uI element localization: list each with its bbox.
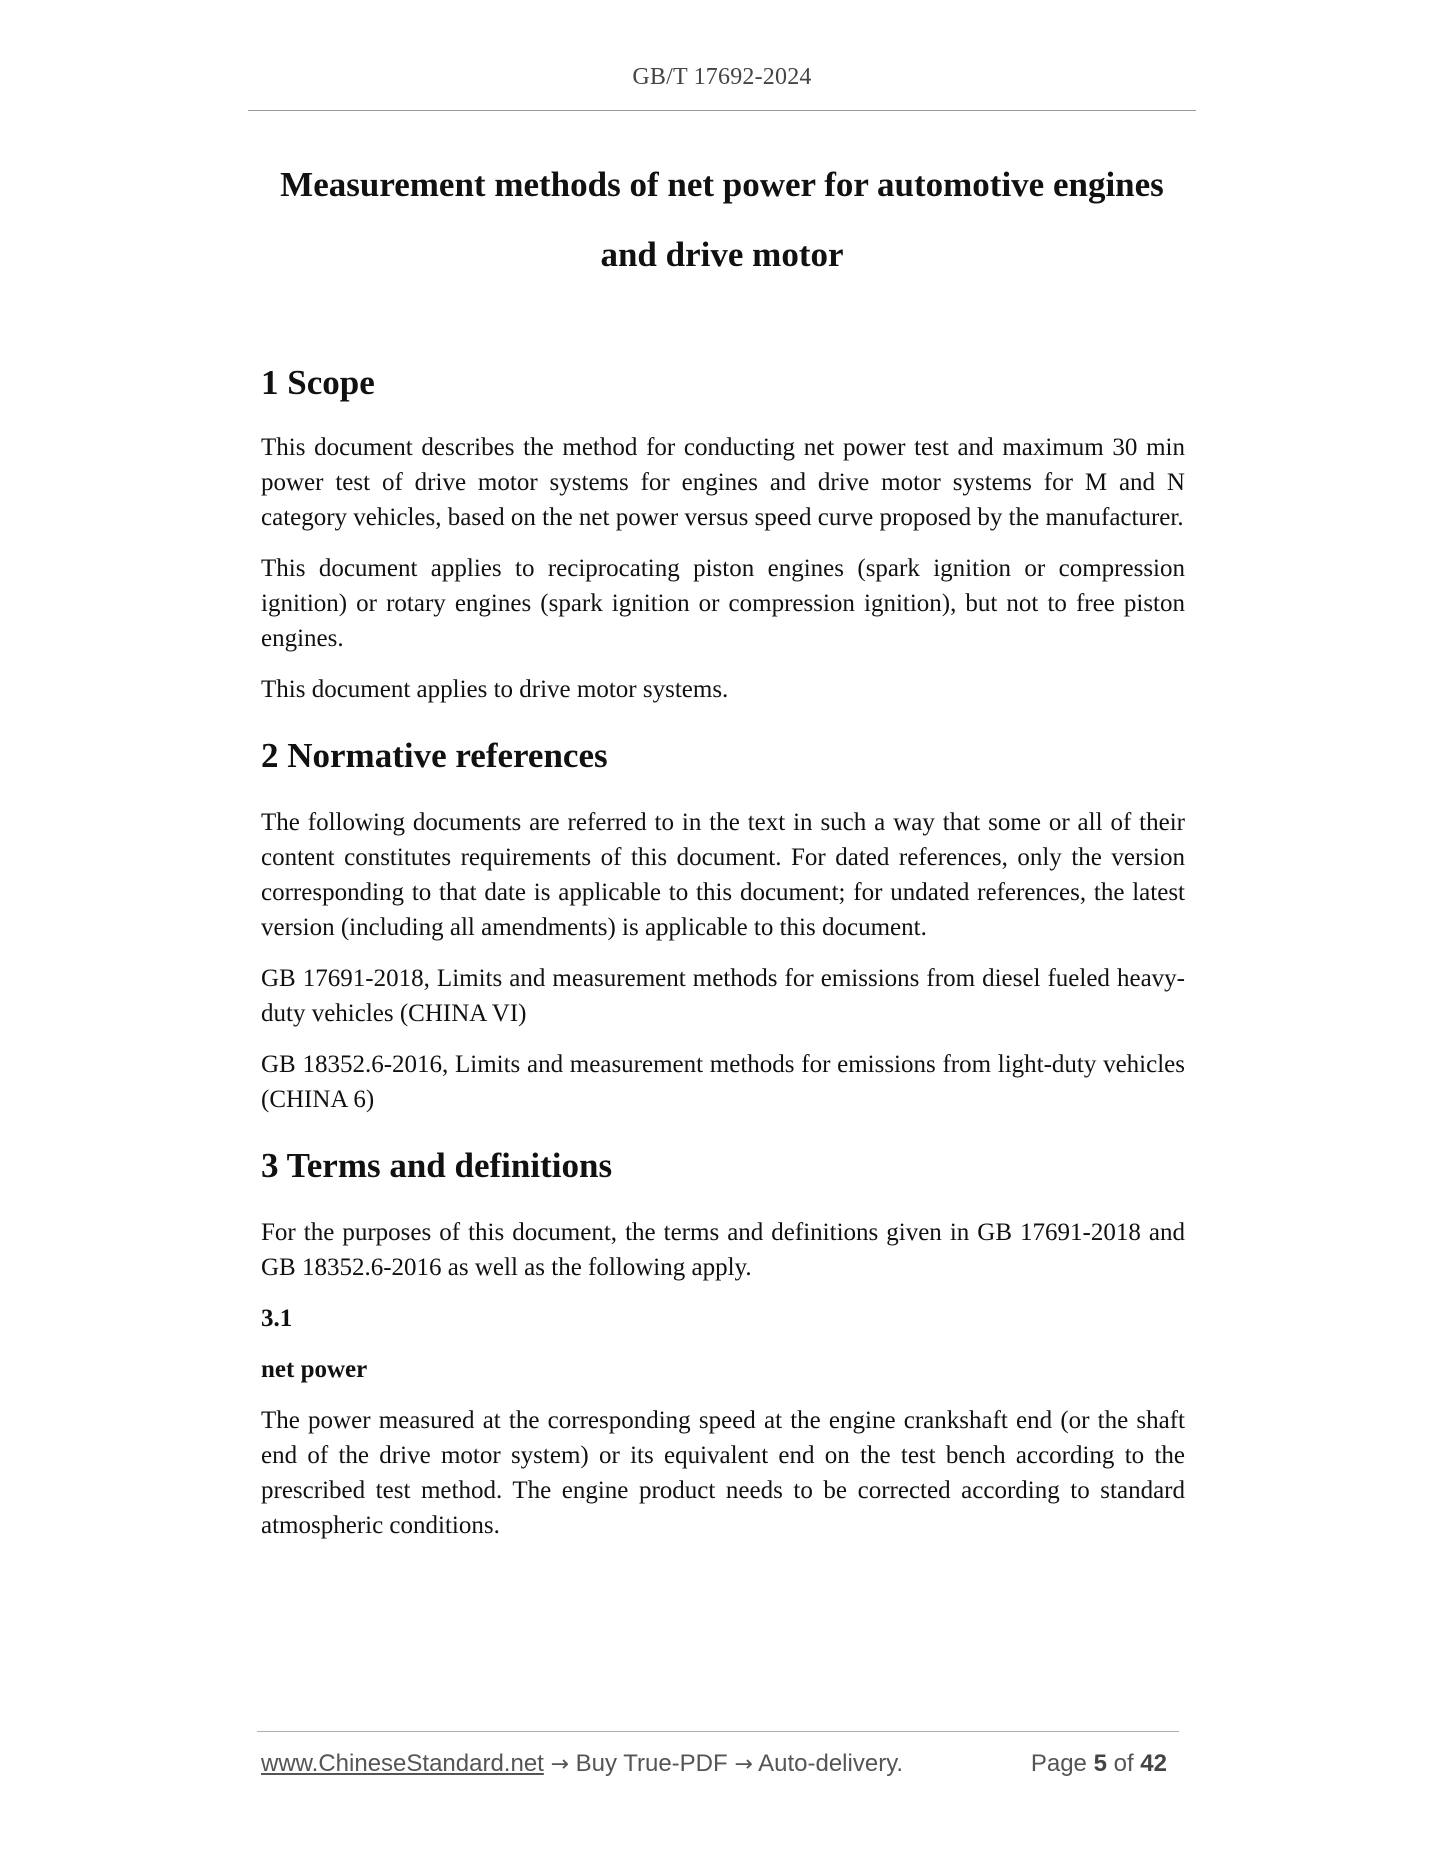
page-footer — [261, 1750, 1179, 1778]
footer-promo — [261, 1750, 903, 1778]
page-current: 5 — [1093, 1750, 1107, 1777]
normative-references-paragraph: The following documents are referred to in the text in such a way that some or all of their content constitutes requirements of this document. For dated references, only the version corresponding to that date is applicable to this document; for undated references, the latest version (including all amendments) is applicable to this document. — [261, 809, 1185, 941]
auto-delivery-text: Auto-delivery. — [758, 1750, 904, 1777]
scope-paragraph-1: This document describes the method for conducting net power test and maximum 30 min power test of drive motor systems for engines and drive motor systems for M and N category vehicles, based on the net power versus speed curve proposed by the manufacturer. — [261, 434, 1185, 531]
term-name: net power — [261, 1356, 368, 1383]
section-heading-scope: 1 Scope — [261, 363, 375, 402]
term-definition: The power measured at the corresponding speed at the engine crankshaft end (or the shaft end of the drive motor system) or its equivalent end on the test bench according to the prescribed test method. The engine product needs to be corrected according to standard atmospheric conditions. — [261, 1407, 1185, 1539]
section-heading-normative-references: 2 Normative references — [261, 736, 608, 775]
terms-intro-paragraph: For the purposes of this document, the terms and definitions given in GB 17691-2018 and GB 18352.6-2016 as well as the following apply. — [261, 1219, 1185, 1281]
arrow-right-icon: → — [734, 1752, 753, 1777]
header-divider — [248, 110, 1196, 111]
page-of: of — [1113, 1750, 1134, 1777]
page-counter — [1031, 1750, 1167, 1778]
normative-reference-item: GB 18352.6-2016, Limits and measurement methods for emissions from light-duty vehicles (CHINA 6) — [261, 1051, 1185, 1113]
page-label: Page — [1030, 1750, 1087, 1777]
normative-reference-item: GB 17691-2018, Limits and measurement methods for emissions from diesel fueled heavy-duty vehicles (CHINA VI) — [261, 965, 1185, 1027]
arrow-right-icon: → — [550, 1752, 569, 1777]
document-title-line1: Measurement methods of net power for automotive engines — [280, 165, 1164, 204]
document-body — [261, 352, 1185, 1543]
document-title-line2: and drive motor — [600, 235, 844, 274]
scope-paragraph-2: This document applies to reciprocating piston engines (spark ignition or compression ignition) or rotary engines (spark ignition or compression ignition), but not to free piston engines. — [261, 555, 1185, 652]
page-total: 42 — [1140, 1750, 1167, 1777]
site-link[interactable]: www.ChineseStandard.net — [261, 1750, 544, 1777]
section-heading-terms-definitions: 3 Terms and definitions — [261, 1146, 613, 1185]
term-number: 3.1 — [261, 1305, 293, 1332]
running-header: GB/T 17692-2024 — [632, 64, 812, 90]
scope-paragraph-3: This document applies to drive motor systems. — [261, 676, 729, 703]
buy-true-pdf-text: Buy True-PDF — [575, 1750, 728, 1777]
footer-divider — [257, 1731, 1179, 1732]
document-title — [248, 150, 1196, 290]
